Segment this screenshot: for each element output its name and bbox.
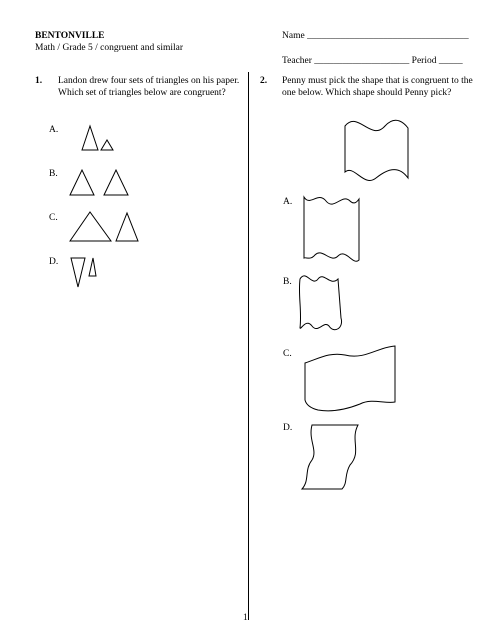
option-c-wavy-shape — [305, 346, 395, 411]
worksheet-subtitle: Math / Grade 5 / congruent and similar — [35, 43, 184, 53]
teacher-blank: ____________________ — [314, 56, 410, 66]
question-2-option-b-label: B. — [283, 277, 292, 287]
option-a-wavy-shape — [304, 197, 359, 261]
question-1-number: 1. — [35, 76, 43, 86]
school-name: BENTONVILLE — [35, 31, 105, 41]
question-1-text: Landon drew four sets of triangles on his paper. Which set of triangles below are congruent? — [58, 76, 240, 98]
question-2-text: Penny must pick the shape that is congruent to the one below. Which shape should Penny pick? — [282, 76, 473, 98]
period-label: Period — [411, 56, 437, 66]
question-2-option-a-label: A. — [283, 197, 293, 207]
period-blank: _____ — [438, 56, 463, 66]
page-number: 1 — [243, 613, 248, 623]
question-2-number: 2. — [260, 76, 268, 86]
reference-wavy-shape — [345, 120, 408, 180]
name-blank: __________________________________ — [307, 31, 469, 41]
question-1-option-d-label: D. — [49, 257, 59, 267]
option-b-wavy-shape — [299, 276, 341, 330]
question-1-option-b-label: B. — [49, 169, 58, 179]
question-2-option-d-label: D. — [283, 423, 293, 433]
name-label: Name — [282, 31, 305, 41]
question-2-option-c-label: C. — [283, 349, 292, 359]
question-1-option-a-label: A. — [49, 125, 59, 135]
option-d-wavy-shape — [302, 425, 358, 489]
question-1-option-c-label: C. — [49, 213, 58, 223]
teacher-label: Teacher — [282, 56, 312, 66]
